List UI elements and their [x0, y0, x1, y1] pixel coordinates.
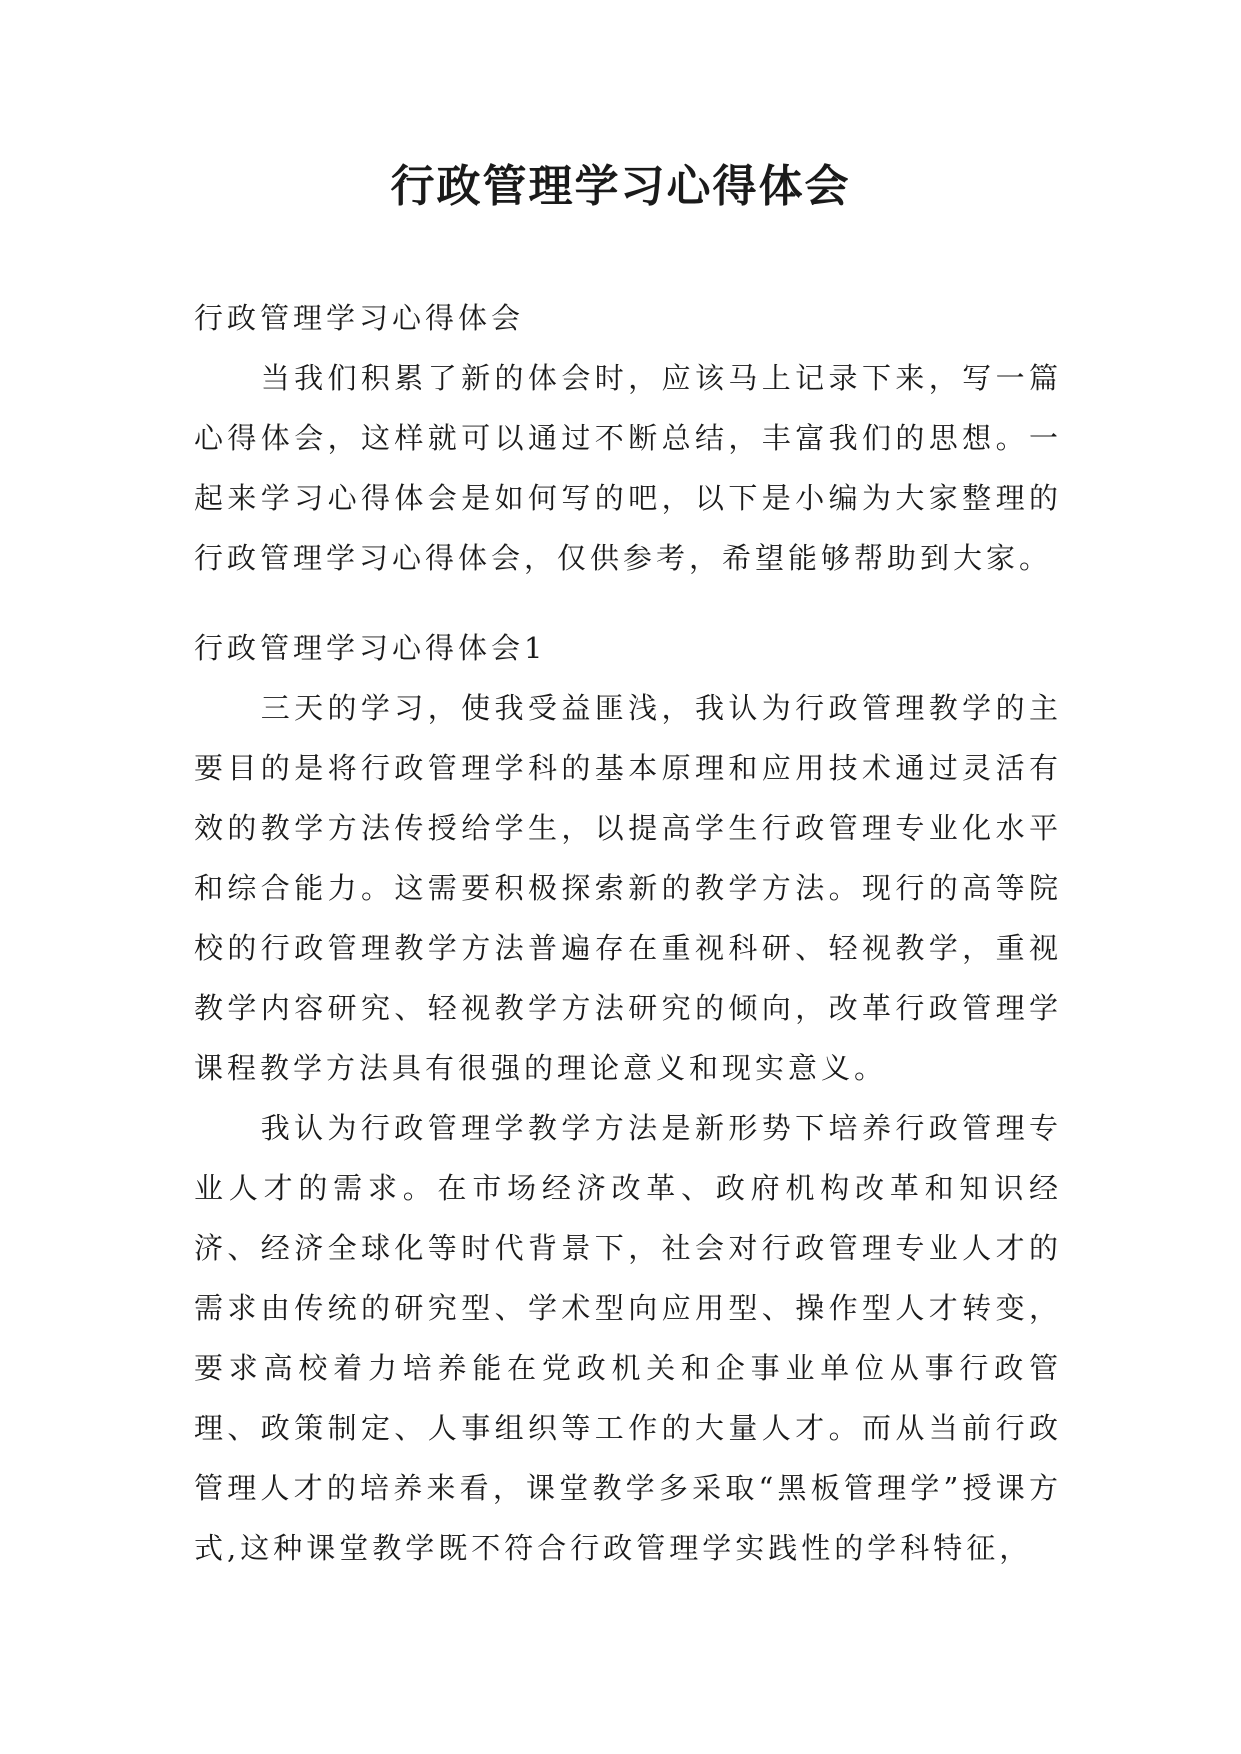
document-body	[194, 288, 1062, 1578]
document-title: 行政管理学习心得体会	[390, 161, 851, 212]
section-1-heading: 行政管理学习心得体会1	[194, 631, 547, 665]
document-subtitle: 行政管理学习心得体会	[194, 301, 525, 335]
section-1-paragraph-2: 我认为行政管理学教学方法是新形势下培养行政管理专业人才的需求。在市场经济改革、政府机构改革和知识经济、经济全球化等时代背景下，社会对行政管理专业人才的需求由传统的研究型、学术型向应用型、操作型人才转变，要求高校着力培养能在党政机关和企事业单位从事行政管理、政策制定、人事组织等工作的大量人才。而从当前行政管理人才的培养来看，课堂教学多采取“黑板管理学”授课方式,这种课堂教学既不符合行政管理学实践性的学科特征，	[194, 1111, 1062, 1565]
section-1-paragraph-1: 三天的学习，使我受益匪浅，我认为行政管理教学的主要目的是将行政管理学科的基本原理和应用技术通过灵活有效的教学方法传授给学生，以提高学生行政管理专业化水平和综合能力。这需要积极探索新的教学方法。现行的高等院校的行政管理教学方法普遍存在重视科研、轻视教学，重视教学内容研究、轻视教学方法研究的倾向，改革行政管理学课程教学方法具有很强的理论意义和现实意义。	[194, 691, 1062, 1085]
intro-paragraph: 当我们积累了新的体会时，应该马上记录下来，写一篇心得体会，这样就可以通过不断总结，丰富我们的思想。一起来学习心得体会是如何写的吧，以下是小编为大家整理的行政管理学习心得体会，仅供参考，希望能够帮助到大家。	[194, 361, 1062, 575]
